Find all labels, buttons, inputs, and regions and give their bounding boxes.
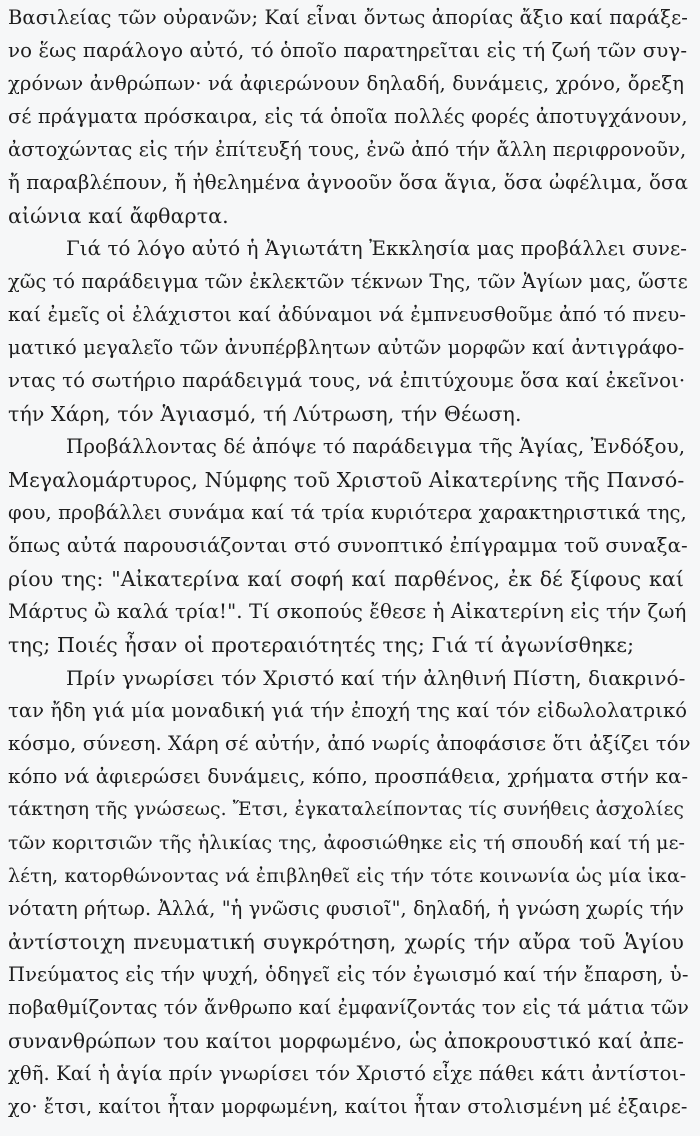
text-line: τήν Χάρη, τόν Ἁγιασμό, τή Λύτρωση, τήν Θέωση. xyxy=(8,402,522,426)
text-line-paragraph-start: Πρίν γνωρίσει τόν Χριστό καί τήν ἀληθινή Πίστη, διακρινό- xyxy=(66,666,686,690)
text-line: ματικό μεγαλεῖο τῶν ἀνυπέρβλητων αὐτῶν μορφῶν καί ἀντιγράφο- xyxy=(8,336,685,359)
text-line: αἰώνια καί ἄφθαρτα. xyxy=(8,204,229,228)
text-line: φου, προβάλλει συνάμα καί τά τρία κυριότερα χαρακτηριστικά της, xyxy=(8,501,687,524)
text-line: ντας τό σωτήριο παράδειγμά τους, νά ἐπιτύχουμε ὅσα καί ἐκεῖνοι· xyxy=(8,369,686,392)
text-line: Πνεύματος εἰς τήν ψυχή, ὁδηγεῖ εἰς τόν ἐγωισμό καί τήν ἔπαρση, ὑ- xyxy=(8,963,689,986)
text-line: χθῆ. Καί ἡ ἁγία πρίν γνωρίσει τόν Χριστό εἶχε πάθει κάτι ἀντίστοι- xyxy=(8,1062,686,1085)
text-line-paragraph-start: Προβάλλοντας δέ ἀπόψε τό παράδειγμα τῆς Ἁγίας, Ἐνδόξου, xyxy=(66,435,686,458)
text-line: τῶν κοριτσιῶν τῆς ἡλικίας της, ἀφοσιώθηκε εἰς τή σπουδή καί τή με- xyxy=(8,832,686,854)
text-line: τάκτηση τῆς γνώσεως. Ἔτσι, ἐγκαταλείποντας τίς συνήθεις ἀσχολίες xyxy=(8,799,684,820)
text-line: καί ἐμεῖς οἱ ἐλάχιστοι καί ἀδύναμοι νά ἐμπνευσθοῦμε ἀπό τό πνευ- xyxy=(8,303,687,326)
text-line: χῶς τό παράδειγμα τῶν ἐκλεκτῶν τέκνων Της, τῶν Ἁγίων μας, ὥστε xyxy=(8,270,688,293)
text-line: ρίου της: "Αἰκατερίνα καί σοφή καί παρθένος, ἐκ δέ ξίφους καί xyxy=(8,567,684,591)
text-line: κόπο νά ἀφιερώσει δυνάμεις, κόπο, προσπάθεια, χρήματα στήν κα- xyxy=(8,765,689,788)
text-line: συνανθρώπων του καίτοι μορφωμένο, ὡς ἀποκρουστικό καί ἀπε- xyxy=(8,1029,684,1053)
text-line: Μάρτυς ὢ καλά τρία!". Τί σκοπούς ἔθεσε ἡ Αἰκατερίνη εἰς τήν ζωή xyxy=(8,600,687,623)
text-line: ταν ἤδη γιά μία μοναδική γιά τήν ἐποχή της καί τόν εἰδωλολατρικό xyxy=(8,699,688,722)
text-line: Μεγαλομάρτυρος, Νύμφης τοῦ Χριστοῦ Αἰκατερίνης τῆς Πανσό- xyxy=(8,468,685,492)
text-line: ποβαθμίζοντας τόν ἄνθρωπο καί ἐμφανίζοντάς τον εἰς τά μάτια τῶν xyxy=(8,996,689,1019)
text-line: Βασιλείας τῶν οὐρανῶν; Καί εἶναι ὄντως ἀπορίας ἄξιο καί παράξε- xyxy=(8,6,688,29)
text-line: της; Ποιές ἦσαν οἱ προτεραιότητές της; Γιά τί ἀγωνίσθηκε; xyxy=(8,633,635,657)
text-line: χρόνων ἀνθρώπων· νά ἀφιερώνουν δηλαδή, δυνάμεις, χρόνο, ὄρεξη xyxy=(8,72,684,95)
text-line: νο ἕως παράλογο αὐτό, τό ὁποῖο παρατηρεῖται εἰς τή ζωή τῶν συγ- xyxy=(8,39,688,62)
text-line: ὅπως αὐτά παρουσιάζονται στό συνοπτικό ἐπίγραμμα τοῦ συναξα- xyxy=(8,534,688,557)
text-line: νότατη ρήτωρ. Ἀλλά, "ἡ γνῶσις φυσιοῖ", δηλαδή, ἡ γνώση χωρίς τήν xyxy=(8,897,684,920)
text-line: κόσμο, σύνεση. Χάρη σέ αὐτήν, ἀπό νωρίς ἀποφάσισε ὅτι ἀξίζει τόν xyxy=(8,732,691,755)
text-line: λέτη, κατορθώνοντας νά ἐπιβληθεῖ εἰς τήν τότε κοινωνία ὡς μία ἱκα- xyxy=(8,865,687,887)
text-line: χο· ἔτσι, καίτοι ἦταν μορφωμένη, καίτοι ἦταν στολισμένη μέ ἐξαιρε- xyxy=(8,1095,688,1118)
text-line: ἤ παραβλέπουν, ἤ ἠθελημένα ἀγνοοῦν ὅσα ἅγια, ὅσα ὠφέλιμα, ὅσα xyxy=(8,171,689,194)
text-line: ἀστοχώντας εἰς τήν ἐπίτευξή τους, ἐνῶ ἀπό τήν ἄλλη περιφρονοῦν, xyxy=(8,138,687,161)
text-line: σέ πράγματα πρόσκαιρα, εἰς τά ὁποῖα πολλές φορές ἀποτυγχάνουν, xyxy=(8,105,688,128)
text-line: ἀντίστοιχη πνευματική συγκρότηση, χωρίς τήν αὔρα τοῦ Ἁγίου xyxy=(8,930,684,954)
text-line-paragraph-start: Γιά τό λόγο αὐτό ἡ Ἁγιωτάτη Ἐκκλησία μας προβάλλει συνε- xyxy=(66,237,688,260)
